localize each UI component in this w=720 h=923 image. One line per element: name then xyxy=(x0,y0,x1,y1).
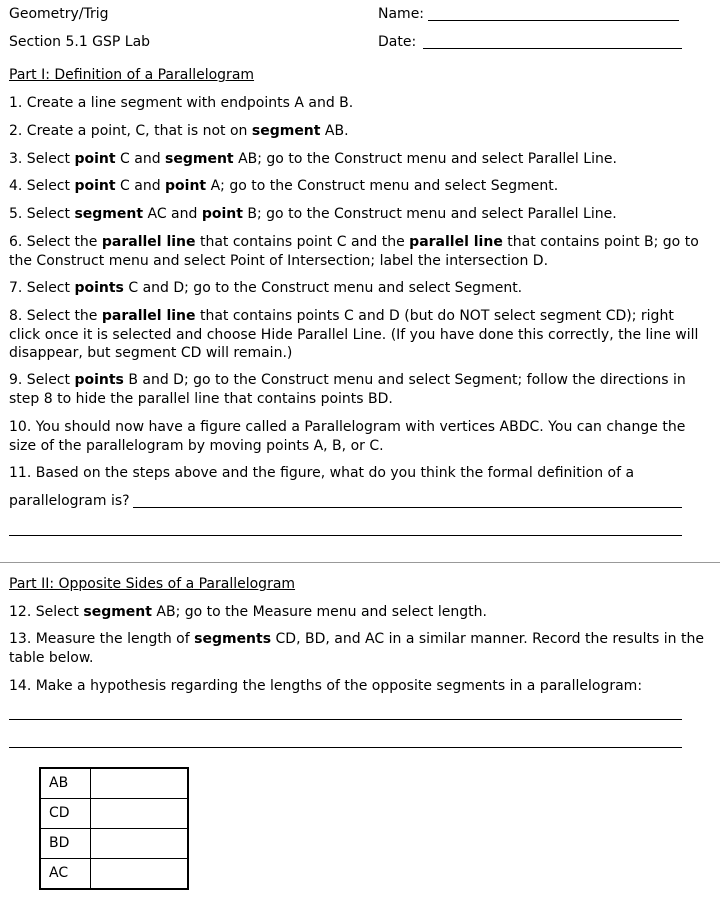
row-value-cell[interactable] xyxy=(91,859,189,890)
step-6: 6. Select the parallel line that contains point C and the parallel line that contains point B; go to the Construct menu and select Point of Intersection; label the intersection D. xyxy=(9,234,699,269)
row-value-cell[interactable] xyxy=(91,768,189,799)
row-label: AB xyxy=(40,768,91,799)
table-row xyxy=(40,768,188,799)
row-value-cell[interactable] xyxy=(91,799,189,829)
step-12: 12. Select segment AB; go to the Measure menu and select length. xyxy=(9,604,487,620)
answer-line-14b[interactable] xyxy=(9,747,682,748)
row-label: CD xyxy=(40,799,91,829)
section-divider xyxy=(0,562,720,563)
step-7: 7. Select points C and D; go to the Construct menu and select Segment. xyxy=(9,280,523,296)
row-label: BD xyxy=(40,829,91,859)
row-label: AC xyxy=(40,859,91,890)
answer-line-14a[interactable] xyxy=(9,719,682,720)
step-11-prompt: parallelogram is? xyxy=(9,493,130,509)
step-10: 10. You should now have a figure called a Parallelogram with vertices ABDC. You can change the size of the parallelogram by moving points A, B, or C. xyxy=(9,419,686,454)
step-1: 1. Create a line segment with endpoints A and B. xyxy=(9,95,354,111)
answer-line-11b[interactable] xyxy=(9,535,682,536)
step-5: 5. Select segment AC and point B; go to the Construct menu and select Parallel Line. xyxy=(9,206,617,222)
table-row xyxy=(40,859,188,890)
table-row xyxy=(40,799,188,829)
step-2: 2. Create a point, C, that is not on segment AB. xyxy=(9,123,349,139)
row-value-cell[interactable] xyxy=(91,829,189,859)
part1-heading: Part I: Definition of a Parallelogram xyxy=(9,67,255,83)
step-13: 13. Measure the length of segments CD, BD, and AC in a similar manner. Record the results in the table below. xyxy=(9,631,704,666)
step-4: 4. Select point C and point A; go to the Construct menu and select Segment. xyxy=(9,178,559,194)
step-9: 9. Select points B and D; go to the Construct menu and select Segment; follow the directions in step 8 to hide the parallel line that contains points BD. xyxy=(9,372,686,407)
step-3: 3. Select point C and segment AB; go to the Construct menu and select Parallel Line. xyxy=(9,151,617,167)
date-label: Date: xyxy=(378,34,417,50)
table-row xyxy=(40,829,188,859)
segment-length-table xyxy=(39,767,189,890)
date-blank[interactable] xyxy=(423,48,682,49)
part2-heading: Part II: Opposite Sides of a Parallelogram xyxy=(9,576,296,592)
name-label: Name: xyxy=(378,6,425,22)
course-title: Geometry/Trig xyxy=(9,6,109,22)
name-blank[interactable] xyxy=(428,20,679,21)
step-11-question: 11. Based on the steps above and the figure, what do you think the formal definition of a xyxy=(9,465,635,481)
step-8: 8. Select the parallel line that contains points C and D (but do NOT select segment CD); right click once it is selected and choose Hide Parallel Line. (If you have done this correctly, the line will disappear, but segment CD will remain.) xyxy=(9,308,699,361)
answer-line-11a[interactable] xyxy=(133,507,682,508)
step-14: 14. Make a hypothesis regarding the lengths of the opposite segments in a parallelogram: xyxy=(9,678,643,694)
section-title: Section 5.1 GSP Lab xyxy=(9,34,151,50)
